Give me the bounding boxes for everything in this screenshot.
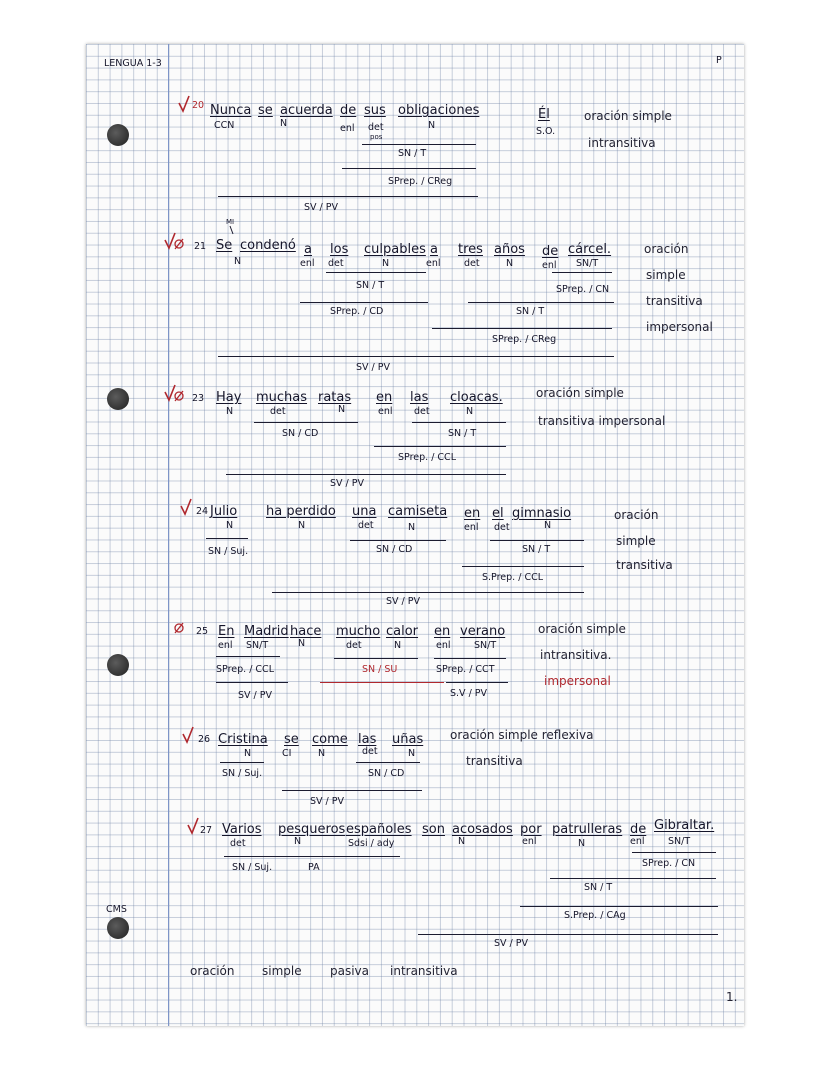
description: oración simple	[584, 109, 672, 123]
sentence-number: 26	[198, 734, 211, 745]
word: tres	[458, 242, 483, 257]
word-tag: enl	[542, 260, 557, 271]
analysis-bar	[216, 656, 280, 657]
word: se	[258, 103, 273, 118]
phrase-label: S.Prep. / CCL	[482, 572, 544, 583]
word: en	[434, 624, 451, 639]
analysis-bar	[356, 762, 420, 763]
description: simple	[616, 534, 656, 548]
phrase-label: SPrep. / CCL	[216, 664, 274, 675]
word-tag: N	[382, 258, 390, 269]
word-tag: Sdsi / ady	[348, 838, 395, 849]
phrase-label: PA	[308, 862, 320, 873]
word: patrulleras	[552, 822, 623, 837]
analysis-bar	[632, 852, 716, 853]
description: transitiva	[646, 294, 703, 308]
word-tag: N	[544, 520, 552, 531]
word-tag: det	[230, 838, 246, 849]
annotation: MI	[226, 218, 235, 226]
word: ratas	[318, 390, 352, 405]
sentence-number: 20	[192, 100, 205, 111]
phrase-label: SN / T	[398, 148, 427, 159]
word-tag: enl	[426, 258, 441, 269]
word-tag: pos	[370, 133, 383, 141]
phrase-label: SPrep. / CCL	[398, 452, 456, 463]
phrase-label: SN / Suj.	[222, 768, 263, 779]
word: en	[464, 506, 481, 521]
description: simple	[646, 268, 686, 282]
analysis-bar	[552, 272, 612, 273]
word: camiseta	[388, 504, 448, 519]
subject-header: LENGUA 1-3	[104, 58, 162, 69]
phrase-label: S.V / PV	[450, 688, 488, 699]
analysis-bar	[300, 302, 428, 303]
analysis-bar	[434, 658, 506, 659]
word: obligaciones	[398, 103, 480, 118]
word-tag: N	[408, 522, 416, 533]
phrase-label: SV / PV	[310, 796, 344, 807]
sentence-number: 23	[192, 393, 205, 404]
word-tag: N	[226, 520, 234, 531]
word-tag: det	[328, 258, 344, 269]
word-tag: enl	[218, 640, 233, 651]
phrase-label: SN / T	[516, 306, 545, 317]
page-number: 1.	[726, 990, 738, 1004]
word-tag: det	[368, 122, 384, 133]
phrase-label: SV / PV	[494, 938, 528, 949]
word: años	[494, 242, 525, 257]
word: muchas	[256, 390, 308, 405]
word: en	[376, 390, 393, 405]
phrase-label: SPrep. / CN	[556, 284, 610, 295]
analysis-bar	[254, 422, 358, 423]
word: condenó	[240, 238, 296, 253]
phrase-label: SN / T	[448, 428, 477, 439]
word: se	[284, 732, 299, 747]
phrase-label: SN / CD	[376, 544, 413, 555]
analysis-bar	[446, 682, 508, 683]
word: cárcel.	[568, 242, 612, 257]
analysis-bar	[462, 566, 584, 567]
sentence-number: 25	[196, 626, 209, 637]
word: pesqueros	[278, 822, 346, 837]
phrase-label: SV / PV	[386, 596, 420, 607]
word-tag: N	[234, 256, 242, 267]
analysis-bar	[350, 540, 446, 541]
footer-description: intransitiva	[390, 964, 458, 978]
phrase-label: SPrep. / CD	[330, 306, 384, 317]
analysis-bar	[418, 934, 718, 935]
word-tag: N	[458, 836, 466, 847]
analysis-bar	[432, 328, 612, 329]
word-tag: CCN	[214, 120, 235, 131]
word: acosados	[452, 822, 513, 837]
sentence-number: 24	[196, 506, 209, 517]
analysis-bar	[206, 538, 248, 539]
word-tag: N	[244, 748, 252, 759]
phrase-label: SV / PV	[330, 478, 364, 489]
word: Cristina	[218, 732, 268, 747]
word: una	[352, 504, 377, 519]
word-tag: N	[298, 638, 306, 649]
word: Gibraltar.	[654, 818, 715, 833]
word-tag: enl	[340, 123, 355, 134]
phrase-label: SN / SU	[362, 664, 398, 675]
description: intransitiva.	[540, 648, 612, 662]
description: transitiva impersonal	[538, 414, 666, 428]
phrase-label: SN / Suj.	[208, 546, 249, 557]
description: intransitiva	[588, 136, 656, 150]
analysis-bar	[412, 422, 506, 423]
description: oración simple	[538, 622, 626, 636]
analysis-bar	[220, 762, 264, 763]
word: cloacas.	[450, 390, 503, 405]
analysis-bar	[224, 856, 400, 857]
word-tag: det	[464, 258, 480, 269]
word-tag: N	[298, 520, 306, 531]
word-tag: N	[338, 404, 346, 415]
word-tag: det	[358, 520, 374, 531]
word-tag: SN/T	[576, 258, 599, 269]
phrase-label: SPrep. / CReg	[492, 334, 557, 345]
description: transitiva	[466, 754, 523, 768]
corner-mark: P	[716, 55, 722, 66]
analysis-bar	[320, 682, 444, 683]
word: uñas	[392, 732, 424, 747]
phrase-label: SN / T	[584, 882, 613, 893]
analysis-bar	[520, 906, 718, 907]
phrase-label: SN / T	[522, 544, 551, 555]
word: sus	[364, 103, 386, 118]
word: por	[520, 822, 542, 837]
word: españoles	[346, 822, 412, 837]
description: impersonal	[544, 674, 611, 688]
word: ha perdido	[266, 504, 336, 519]
phrase-label: SPrep. / CCT	[436, 664, 495, 675]
analysis-bar	[550, 878, 716, 879]
analysis-bar	[342, 168, 476, 169]
word-tag: enl	[436, 640, 451, 651]
word: gimnasio	[512, 506, 572, 521]
phrase-label: SV / PV	[304, 202, 338, 213]
analysis-bar	[362, 144, 476, 145]
word: Nunca	[210, 103, 252, 118]
description: transitiva	[616, 558, 673, 572]
word: las	[410, 390, 429, 405]
phrase-label: SV / PV	[356, 362, 390, 373]
word-tag: det	[414, 406, 430, 417]
description: impersonal	[646, 320, 713, 334]
word-tag: enl	[378, 406, 393, 417]
phrase-label: SN / CD	[282, 428, 319, 439]
phrase-label: S.Prep. / CAg	[564, 910, 626, 921]
word: calor	[386, 624, 419, 639]
word-tag: N	[226, 406, 234, 417]
word-tag: SN/T	[474, 640, 497, 651]
analysis-bar	[468, 302, 614, 303]
analysis-bar	[218, 356, 614, 357]
analysis-bar	[216, 682, 288, 683]
word: culpables	[364, 242, 426, 257]
sentence-number: 21	[194, 241, 207, 252]
word: acuerda	[280, 103, 333, 118]
word-tag: N	[280, 118, 288, 129]
word: son	[422, 822, 445, 837]
word: Hay	[216, 390, 242, 405]
word: En	[218, 624, 235, 639]
analysis-bar	[326, 272, 426, 273]
phrase-label: SN / CD	[368, 768, 405, 779]
word: Julio	[210, 504, 238, 519]
word: las	[358, 732, 377, 747]
phrase-label: SV / PV	[238, 690, 272, 701]
analysis-bar	[282, 790, 422, 791]
word-tag: N	[394, 640, 402, 651]
sentence-number: 27	[200, 825, 213, 836]
analysis-bar	[374, 446, 506, 447]
phrase-label: SPrep. / CN	[642, 858, 696, 869]
word-tag: det	[270, 406, 286, 417]
word-tag: det	[494, 522, 510, 533]
word-tag: N	[506, 258, 514, 269]
word-tag: N	[428, 120, 436, 131]
word-tag: enl	[522, 836, 537, 847]
word-tag: N	[466, 406, 474, 417]
implicit-subject: Él	[538, 107, 550, 122]
word: Madrid	[244, 624, 289, 639]
word: hace	[290, 624, 322, 639]
word: de	[340, 103, 357, 118]
analysis-bar	[218, 196, 478, 197]
word-tag: det	[346, 640, 362, 651]
phrase-label: SPrep. / CReg	[388, 176, 453, 187]
footer-description: oración	[190, 964, 235, 978]
word-tag: enl	[630, 836, 645, 847]
word: verano	[460, 624, 506, 639]
analysis-bar	[334, 658, 418, 659]
description: oración simple	[536, 386, 624, 400]
subject-tag: S.O.	[536, 126, 556, 137]
initials: CMS	[106, 904, 127, 915]
notebook-page	[86, 44, 744, 1026]
phrase-label: SN / T	[356, 280, 385, 291]
word: a	[430, 242, 438, 257]
word: Varios	[222, 822, 262, 837]
word: a	[304, 242, 312, 257]
word-tag: N	[318, 748, 326, 759]
word-tag: CI	[282, 748, 292, 759]
word: come	[312, 732, 348, 747]
word: de	[542, 244, 559, 259]
footer-description: simple	[262, 964, 302, 978]
description: oración	[614, 508, 659, 522]
analysis-bar	[226, 474, 506, 475]
word-tag: enl	[464, 522, 479, 533]
word-tag: N	[294, 836, 302, 847]
word: los	[330, 242, 349, 257]
description: oración	[644, 242, 689, 256]
description: oración simple reflexiva	[450, 728, 594, 742]
analysis-bar	[272, 592, 584, 593]
word-tag: SN/T	[668, 836, 691, 847]
word-tag: N	[408, 748, 416, 759]
analysis-bar	[490, 540, 584, 541]
word-tag: N	[578, 838, 586, 849]
footer-description: pasiva	[330, 964, 370, 978]
word-tag: det	[362, 746, 378, 757]
word: el	[492, 506, 504, 521]
word-tag: enl	[300, 258, 315, 269]
phrase-label: SN / Suj.	[232, 862, 273, 873]
word: Se	[216, 238, 233, 253]
word: de	[630, 822, 647, 837]
word: mucho	[336, 624, 381, 639]
word-tag: SN/T	[246, 640, 269, 651]
